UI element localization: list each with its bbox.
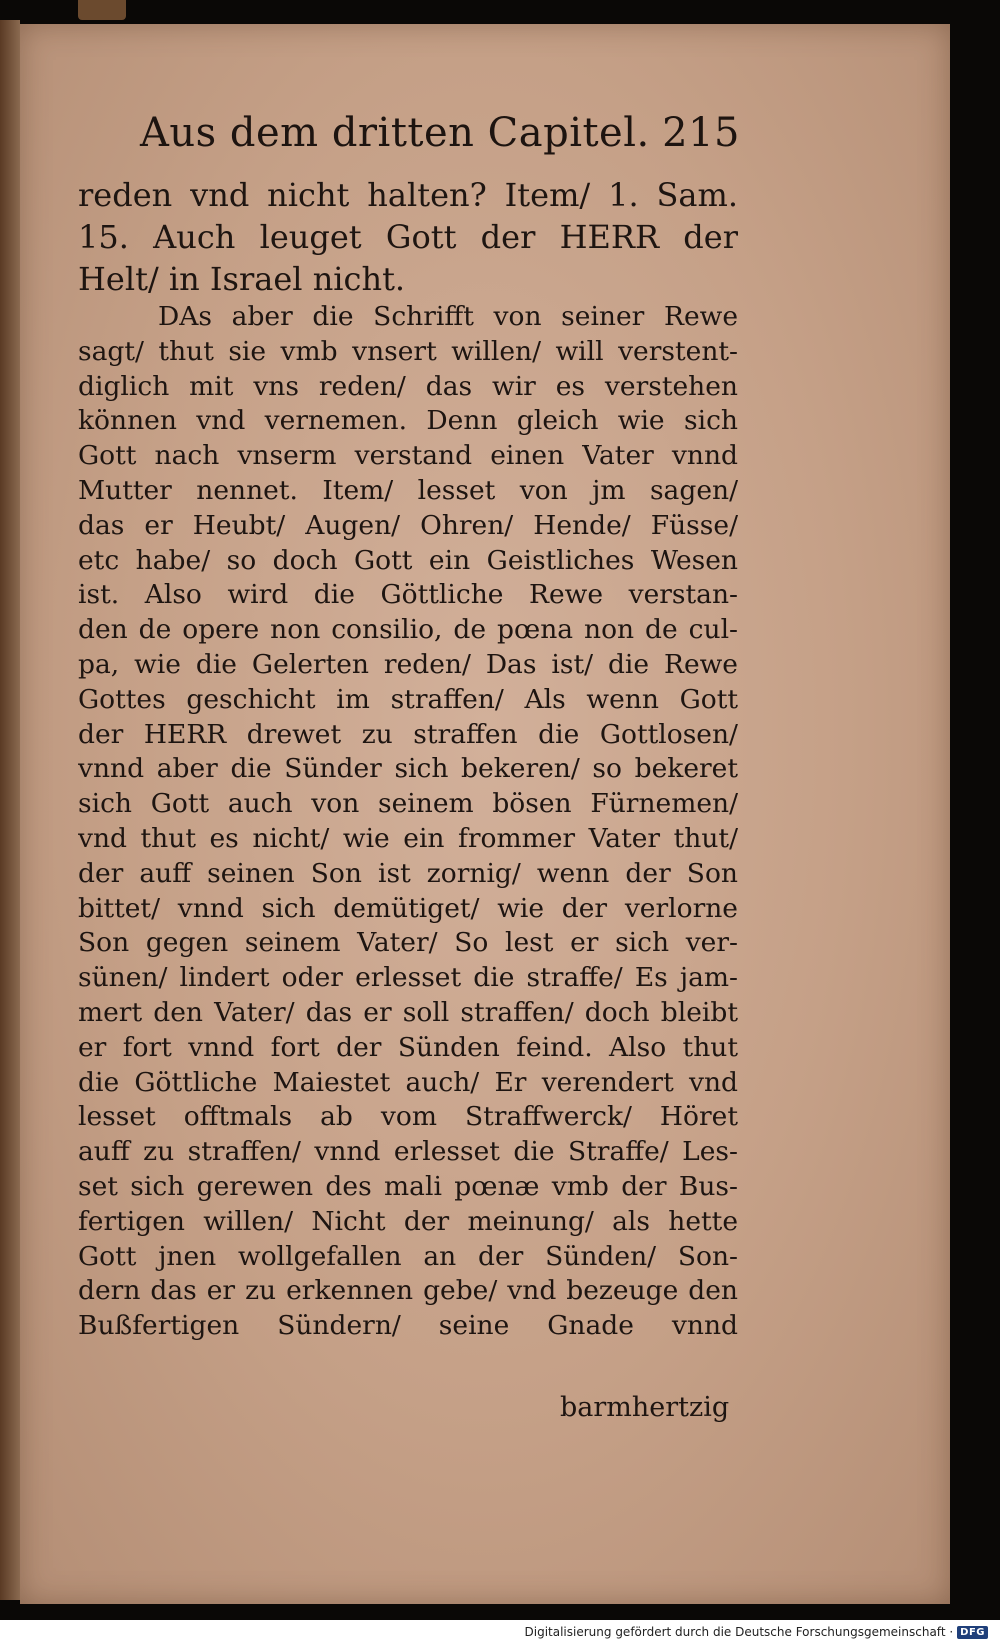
- running-head-title: Aus dem dritten Capitel.: [140, 110, 650, 156]
- page-number: 215: [662, 110, 740, 156]
- text-line: können vnd vernemen. Denn gleich wie sich: [78, 405, 738, 437]
- text-line: diglich mit vns reden/ das wir es verstehen: [78, 370, 738, 402]
- book-page: [20, 24, 950, 1604]
- adjacent-page-edge: [78, 0, 126, 20]
- funding-credit: [525, 1625, 988, 1639]
- text-line: dern das er zu erkennen gebe/ vnd bezeuge den: [78, 1275, 738, 1307]
- text-line: mert den Vater/ das er soll straffen/ doch bleibt: [78, 996, 738, 1028]
- text-line: den de opere non consilio, de pœna non de cul-: [78, 614, 738, 646]
- footer-bar: [0, 1620, 1000, 1648]
- text-line: pa, wie die Gelerten reden/ Das ist/ die Rewe: [78, 648, 738, 680]
- text-line: 15. Auch leuget Gott der HERR der: [78, 218, 738, 256]
- text-line: das er Heubt/ Augen/ Ohren/ Hende/ Füsse/: [78, 509, 738, 541]
- text-line: Helt/ in Israel nicht.: [78, 260, 406, 298]
- text-line: Gottes geschicht im straffen/ Als wenn Gott: [78, 683, 738, 715]
- text-line: auff zu straffen/ vnnd erlesset die Straffe/ Les-: [78, 1136, 738, 1168]
- text-line: Gott nach vnserm verstand einen Vater vnnd: [78, 440, 738, 472]
- text-line: bittet/ vnnd sich demütiget/ wie der verlorne: [78, 892, 738, 924]
- text-line: Mutter nennet. Item/ lesset von jm sagen/: [78, 474, 738, 506]
- text-line: ist. Also wird die Göttliche Rewe verstan-: [78, 579, 738, 611]
- text-line: vnd thut es nicht/ wie ein frommer Vater thut/: [78, 822, 738, 854]
- text-line: sich Gott auch von seinem bösen Fürnemen/: [78, 788, 738, 820]
- text-line: der HERR drewet zu straffen die Gottlosen/: [78, 718, 738, 750]
- text-line: Son gegen seinem Vater/ So lest er sich ver-: [78, 927, 738, 959]
- body-text: [78, 174, 738, 1344]
- running-head: [140, 110, 740, 156]
- text-line: Gott jnen wollgefallen an der Sünden/ Son-: [78, 1240, 738, 1272]
- text-line: er fort vnnd fort der Sünden feind. Also thut: [78, 1031, 738, 1063]
- text-line: Bußfertigen Sündern/ seine Gnade vnnd: [78, 1310, 738, 1342]
- text-line: set sich gerewen des mali pœnæ vmb der Bus-: [78, 1170, 738, 1202]
- text-line: die Göttliche Maiestet auch/ Er verendert vnd: [78, 1066, 738, 1098]
- text-line: lesset offtmals ab vom Straffwerck/ Höret: [78, 1101, 738, 1133]
- credit-text: Digitalisierung gefördert durch die Deutsche Forschungsgemeinschaft ·: [524, 1625, 954, 1639]
- text-line: fertigen willen/ Nicht der meinung/ als hette: [78, 1205, 738, 1237]
- text-line: sagt/ thut sie vmb vnsert willen/ will verstent-: [78, 335, 738, 367]
- text-line: reden vnd nicht halten? Item/ 1. Sam.: [78, 176, 738, 214]
- text-line: der auff seinen Son ist zornig/ wenn der Son: [78, 857, 738, 889]
- text-line: DAs aber die Schrifft von seiner Rewe: [158, 301, 738, 332]
- dfg-logo-icon: DFG: [957, 1626, 988, 1639]
- binding-edge: [0, 20, 20, 1600]
- text-line: etc habe/ so doch Gott ein Geistliches Wesen: [78, 544, 738, 576]
- text-line: sünen/ lindert oder erlesset die straffe/ Es jam-: [78, 962, 738, 994]
- text-line: vnnd aber die Sünder sich bekeren/ so bekeret: [78, 753, 738, 785]
- catchword: barmhertzig: [560, 1392, 730, 1423]
